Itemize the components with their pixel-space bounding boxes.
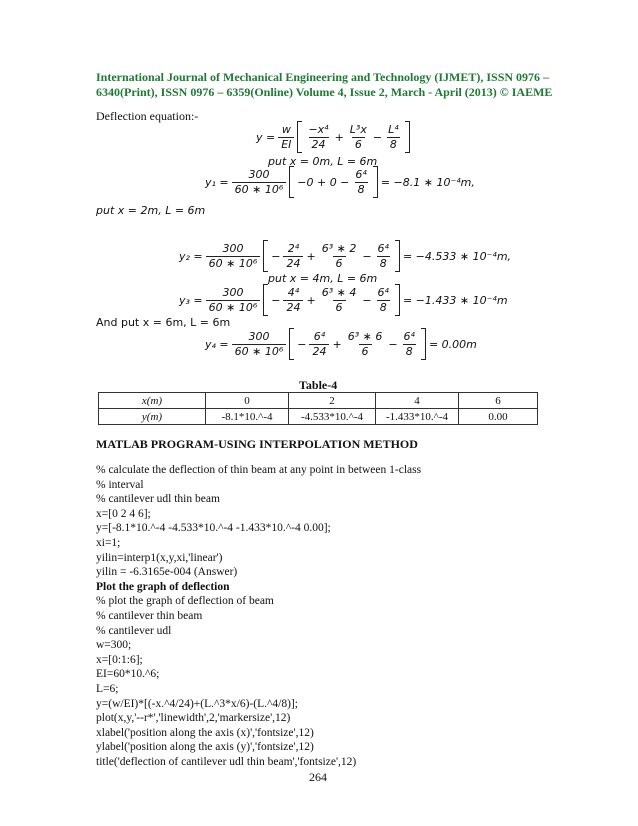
table-cell: 0 xyxy=(206,393,289,409)
deflection-label: Deflection equation:- xyxy=(96,109,199,123)
put-x4: put x = 4m, L = 6m xyxy=(268,272,378,285)
code-line: w=300; xyxy=(96,639,132,652)
w-over-ei: $\frac{w}{EI}$ xyxy=(278,123,294,152)
code-line: x=[0 2 4 6]; xyxy=(96,507,151,520)
table-cell: 2 xyxy=(289,393,376,409)
code-line: % plot the graph of deflection of beam xyxy=(96,595,274,608)
eq-lhs: y = xyxy=(256,130,276,144)
term1: $\frac{\text{−x⁴}}{24}$ xyxy=(308,122,329,151)
code-line: xi=1; xyxy=(96,536,121,549)
code-line: ylabel('position along the axis (y)','fontsize',12) xyxy=(96,741,314,754)
page-number: 264 xyxy=(309,770,327,784)
code-line: % cantilever udl xyxy=(96,624,172,637)
y1-equation: y₁ = $\frac{300}{\text{60 ∗ 10⁶}}$ −0 + 0 − $\frac{\text{6⁴}}{8}$ = −8.1 ∗ 10⁻⁴m, xyxy=(205,166,475,198)
y4-equation: y₄ = $\frac{300}{\text{60 ∗ 10⁶}}$ − $\frac{\text{6⁴}}{24}$ + $\frac{\text{6³ ∗ 6}}{6}$ − $\frac{\text{6⁴}}{8}$ = 0.00m xyxy=(205,328,477,360)
table-cell: -4.533*10.^-4 xyxy=(289,409,376,425)
code-line: % cantilever thin beam xyxy=(96,609,203,622)
code-line: x=[0:1:6]; xyxy=(96,653,143,666)
journal-header-line1: International Journal of Mechanical Engineering and Technology (IJMET), ISSN 0976 – xyxy=(96,70,550,84)
and-put-x6: And put x = 6m, L = 6m xyxy=(96,316,231,329)
y2-equation: y₂ = $\frac{300}{\text{60 ∗ 10⁶}}$ − $\frac{\text{2⁴}}{24}$ + $\frac{\text{6³ ∗ 2}}{6}$ − $\frac{\text{6⁴}}{8}$ = −4.533 ∗ 10⁻⁴m, xyxy=(179,240,511,272)
table-label-x: x(m) xyxy=(99,393,206,409)
table-4 xyxy=(98,392,538,425)
code-line: title('deflection of cantilever udl thin beam','fontsize',12) xyxy=(96,755,357,768)
table-cell: 0.00 xyxy=(459,409,538,425)
put-x0: put x = 0m, L = 6m xyxy=(268,155,378,168)
code-line: % interval xyxy=(96,478,144,491)
code-line: xlabel('position along the axis (x)','fontsize',12) xyxy=(96,726,314,739)
deflection-equation: y = $\frac{w}{EI}$ $\frac{\text{−x⁴}}{24}$ + $\frac{\text{L³x}}{6}$ − $\frac{\text{L⁴}}{8}$ xyxy=(256,121,410,153)
table-cell: -1.433*10.^-4 xyxy=(376,409,459,425)
code-line: EI=60*10.^6; xyxy=(96,668,160,681)
journal-header-line2: 6340(Print), ISSN 0976 – 6359(Online) Volume 4, Issue 2, March - April (2013) © IAEME xyxy=(96,85,553,99)
table-cell: 6 xyxy=(459,393,538,409)
code-line: yilin = -6.3165e-004 (Answer) xyxy=(96,566,238,579)
left-bracket xyxy=(297,121,302,153)
table-cell: 4 xyxy=(376,393,459,409)
code-line: plot(x,y,'--r*','linewidth',2,'markersize',12) xyxy=(96,712,291,725)
code-line: % calculate the deflection of thin beam at any point in between 1-class xyxy=(96,464,422,476)
table-label-y: y(m) xyxy=(99,409,206,425)
section-title: MATLAB PROGRAM-USING INTERPOLATION METHOD xyxy=(96,437,418,451)
table-row-y xyxy=(99,409,538,425)
table-cell: -8.1*10.^-4 xyxy=(206,409,289,425)
right-bracket xyxy=(405,121,410,153)
term2: $\frac{\text{L³x}}{6}$ xyxy=(349,122,367,151)
code-line: yilin=interp1(x,y,xi,'linear') xyxy=(96,551,223,564)
code-line: % cantilever udl thin beam xyxy=(96,493,220,506)
code-line: L=6; xyxy=(96,682,119,695)
table-title: Table-4 xyxy=(299,378,338,392)
term3: $\frac{\text{L⁴}}{8}$ xyxy=(388,122,399,151)
y3-equation: y₃ = $\frac{300}{\text{60 ∗ 10⁶}}$ − $\frac{\text{4⁴}}{24}$ + $\frac{\text{6³ ∗ 4}}{6}$ − $\frac{\text{6⁴}}{8}$ = −1.433 ∗ 10⁻⁴m xyxy=(179,284,508,316)
matlab-code-block xyxy=(96,463,421,769)
table-row-x xyxy=(99,393,538,409)
put-x2: put x = 2m, L = 6m xyxy=(96,204,206,217)
code-subheading: Plot the graph of deflection xyxy=(96,580,230,593)
code-line: y=[-8.1*10.^-4 -4.533*10.^-4 -1.433*10.^-4 0.00]; xyxy=(96,522,331,535)
code-line: y=(w/EI)*[(-x.^4/24)+(L.^3*x/6)-(L.^4/8)]; xyxy=(96,697,298,710)
